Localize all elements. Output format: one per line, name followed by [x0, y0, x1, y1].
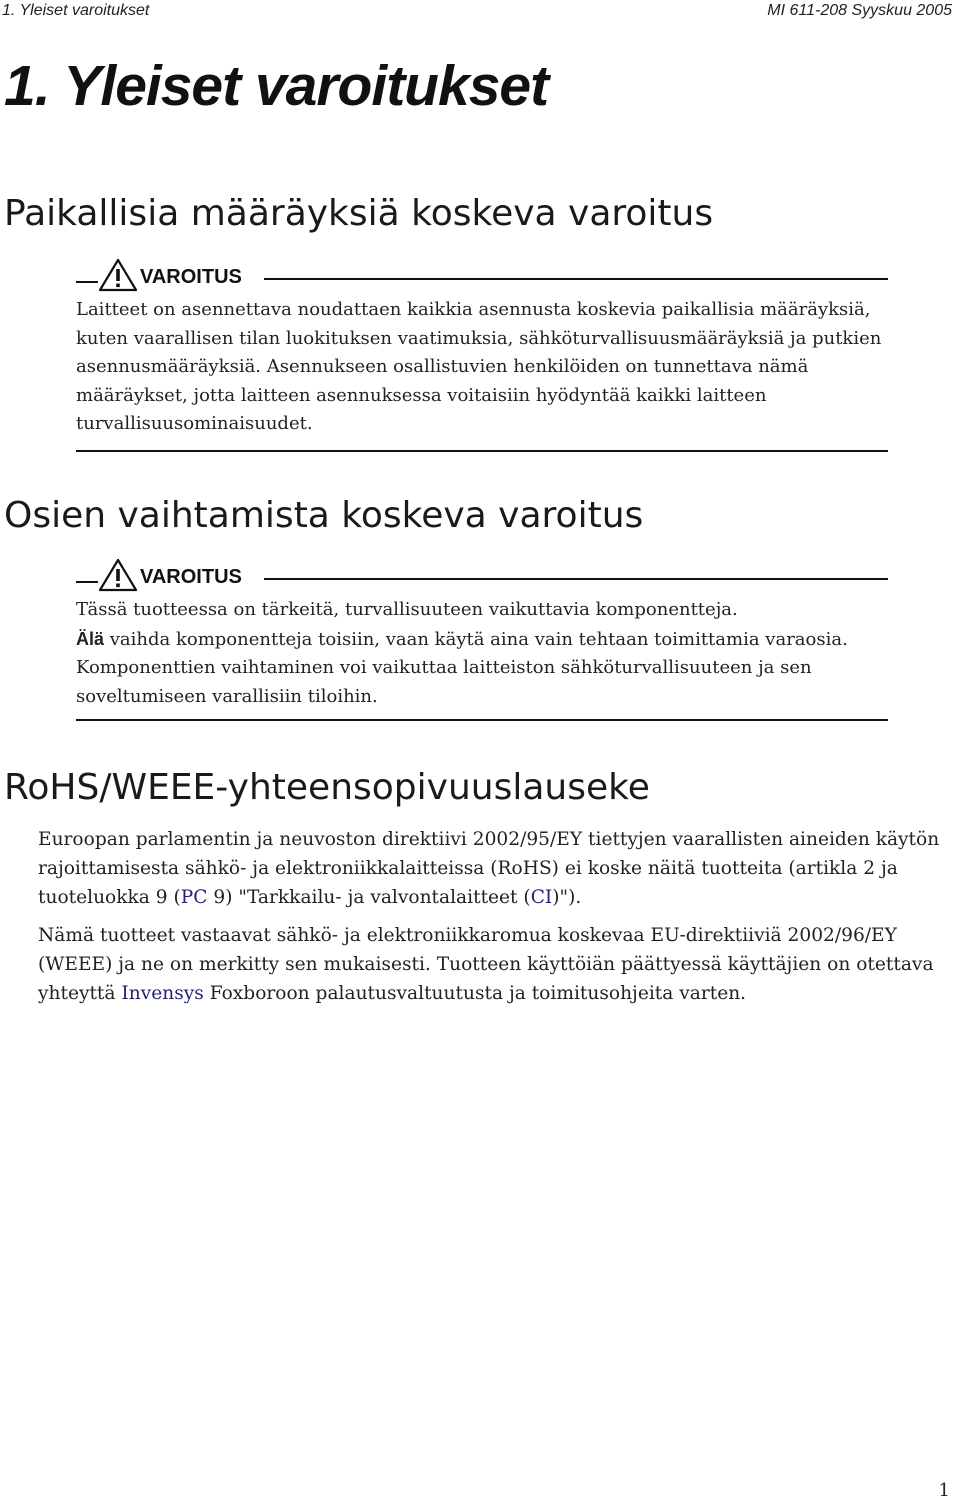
pc-link[interactable]: PC [180, 887, 208, 908]
warning-lead-rule [76, 581, 98, 583]
rohs-p1-text-b: 9) "Tarkkailu- ja valvontalaitteet ( [207, 887, 531, 908]
rohs-paragraph-2 [38, 921, 958, 1008]
warning-header [76, 558, 888, 594]
rohs-paragraph-1 [38, 825, 958, 912]
warning-end-rule [76, 450, 888, 452]
warning-body [76, 596, 888, 711]
warning-block-parts-replacement [76, 558, 888, 711]
chapter-title: 1. Yleiset varoitukset [4, 54, 549, 118]
ci-link[interactable]: CI [530, 887, 553, 908]
warning-label: VAROITUS [140, 566, 242, 588]
section-title-rohs: RoHS/WEEE-yhteensopivuuslauseke [4, 767, 650, 808]
warning-body-line2: vaihda komponentteja toisiin, vaan käytä aina vain tehtaan toimittamia varaosia. [104, 628, 848, 650]
warning-label: VAROITUS [140, 266, 242, 288]
invensys-link[interactable]: Invensys [121, 983, 204, 1004]
section-title-local-regulations: Paikallisia määräyksiä koskeva varoitus [4, 193, 714, 234]
section-title-parts-replacement: Osien vaihtamista koskeva varoitus [4, 495, 644, 536]
warning-body: Laitteet on asennettava noudattaen kaikkia asennusta koskevia paikallisia määräyksiä, kuten vaarallisen tilan luokituksen vaatimuksia, sähköturvallisuusmääräyksiä ja putkien asennusmääräyksiä. Asennukseen osallistuvien henkilöiden on tunnettava nämä määräykset, jotta laitteen asennuksessa voitaisiin hyödyntää kaikki laitteen turvallisuusominaisuudet. [76, 299, 882, 434]
warning-triangle-icon [98, 258, 138, 292]
rohs-p1-text-a: Euroopan parlamentin ja neuvoston direktiivi 2002/95/EY tiettyjen vaarallisten aineiden käytön rajoittamisesta sähkö- ja elektroniikkalaitteissa (RoHS) ei koske näitä tuotteita (artikla 2 ja tuoteluokka 9 ( [38, 829, 940, 908]
running-header-left: 1. Yleiset varoitukset [2, 2, 150, 19]
warning-block-local-regulations [76, 258, 888, 439]
running-header-right: MI 611-208 Syyskuu 2005 [767, 2, 952, 19]
warning-triangle-icon [98, 558, 138, 592]
running-header [0, 0, 960, 26]
warning-body-line1: Tässä tuotteessa on tärkeitä, turvallisuuteen vaikuttavia komponentteja. [76, 599, 738, 620]
warning-header-rule [264, 578, 888, 580]
page-number: 1 [938, 1480, 950, 1501]
warning-lead-rule [76, 281, 98, 283]
warning-body-line3: Komponenttien vaihtaminen voi vaikuttaa laitteiston sähköturvallisuuteen ja sen soveltumiseen varallisiin tiloihin. [76, 657, 812, 707]
rohs-p1-text-c: )"). [552, 887, 582, 908]
warning-emphasis: Älä [76, 628, 105, 649]
warning-end-rule [76, 719, 888, 721]
warning-header-rule [264, 278, 888, 280]
rohs-p2-text-a: Nämä tuotteet vastaavat sähkö- ja elektroniikkaromua koskevaa EU-direktiiviä 2002/96/EY (WEEE) ja ne on merkitty sen mukaisesti. Tuotteen käyttöiän päättyessä käyttäjien on otettava yhteyttä [38, 925, 934, 1004]
warning-header [76, 258, 888, 294]
rohs-p2-text-b: Foxboroon palautusvaltuutusta ja toimitusohjeita varten. [203, 983, 747, 1004]
